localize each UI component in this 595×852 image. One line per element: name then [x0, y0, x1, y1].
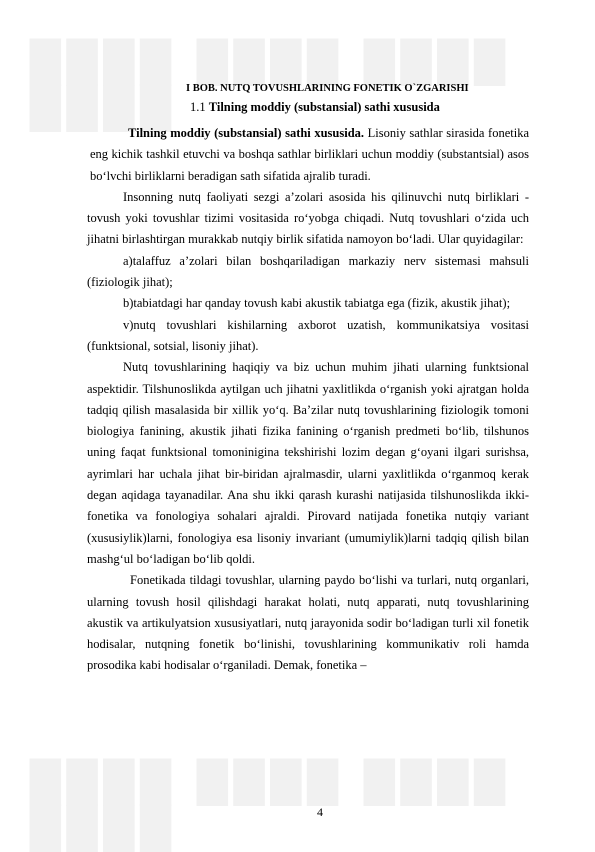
watermark: ████ ████ ████ ████: [30, 40, 511, 132]
body-text: [87, 123, 529, 677]
paragraph: Nutq tovushlarining haqiqiy va biz uchun muhim jihati ularning funktsional aspektidir. Tilshunoslikda aytilgan uch jihatni yaxlitlikda o‘rganish yoki ajratgan holda tadqiq qilish masalasida bir xillik yo‘q. Ba’zilar nutq tovushlarining fiziologik tomoni biologiya fanining, akustik jihati fizika fanining o‘rganish predmeti bo‘lib, tilshunos uning faqat funktsional tomoninigina tekshirishi lozim degan g‘oyani ilgari surishsa, ayrimlari har uchala jihat bir-biridan ajralmasdir, ularni yaxlitlikda o‘rganmoq kerak degan aqidaga tayanadilar. Ana shu ikki qarash kurashi natijasida tilshunoslikda ikki-fonetika va fonologiya sohalari ajraldi. Pirovard natijada fonetika nutqiy variant (xususiylik)larni, fonologiya esa lisoniy invariant (umumiylik)larni tadqiq qilish bilan mashg‘ul bo‘ladigan bo‘lib qoldi.: [87, 360, 529, 566]
paragraph: Fonetikada tildagi tovushlar, ularning paydo bo‘lishi va turlari, nutq organlari, ularning tovush hosil qilishdagi harakat holati, nutq apparati, nutq tovushlarining akustik va artikulyatsion xususiyatlari, nutq jarayonida sodir bo‘ladigan turli xil fonetik hodisalar, nutqning fonetik bo‘linishi, tovushlarining kommunikativ roli hamda prosodika kabi hodisalar o‘rganiladi. Demak, fonetika –: [87, 573, 529, 673]
paragraph: v)nutq tovushlari kishilarning axborot uzatish, kommunikatsiya vositasi (funktsional, sotsial, lisoniy jihat).: [87, 317, 529, 353]
page-number: 4: [317, 805, 323, 819]
paragraph-bold-lead: Tilning moddiy (substansial) sathi xususida.: [128, 126, 365, 140]
paragraph: b)tabiatdagi har qanday tovush kabi akustik tabiatga ega (fizik, akustik jihat);: [123, 296, 511, 311]
paragraph: [87, 123, 529, 187]
section-heading: [190, 100, 440, 115]
paragraph-text: Lisoniy sathlar sirasida fonetika eng kichik tashkil etuvchi va boshqa sathlar birliklari uchun moddiy (substantsial) asos bo‘lvchi birliklarni beradigan sath sifatida ajralib turadi.: [90, 126, 529, 183]
paragraph: Insonning nutq faoliyati sezgi a’zolari asosida his qilinuvchi nutq birliklari - tovush yoki tovushlar tizimi vositasida ro‘yobga chiqadi. Nutq tovushlari o‘zida uch jihatni birlashtirgan murakkab nutqiy birlik sifatida namoyon bo‘ladi. Ular quyidagilar:: [87, 189, 529, 247]
section-number: 1.1: [190, 100, 206, 114]
section-title: Tilning moddiy (substansial) sathi xususida: [208, 100, 440, 114]
chapter-title: I BOB. NUTQ TOVUSHLARINING FONETIK O`ZGARISHI: [186, 83, 469, 94]
paragraph: a)talaffuz a’zolari bilan boshqariladigan markaziy nerv sistemasi mahsuli (fiziologik jihat);: [87, 253, 529, 290]
watermark: ████ ████ ████ ████: [30, 760, 511, 852]
